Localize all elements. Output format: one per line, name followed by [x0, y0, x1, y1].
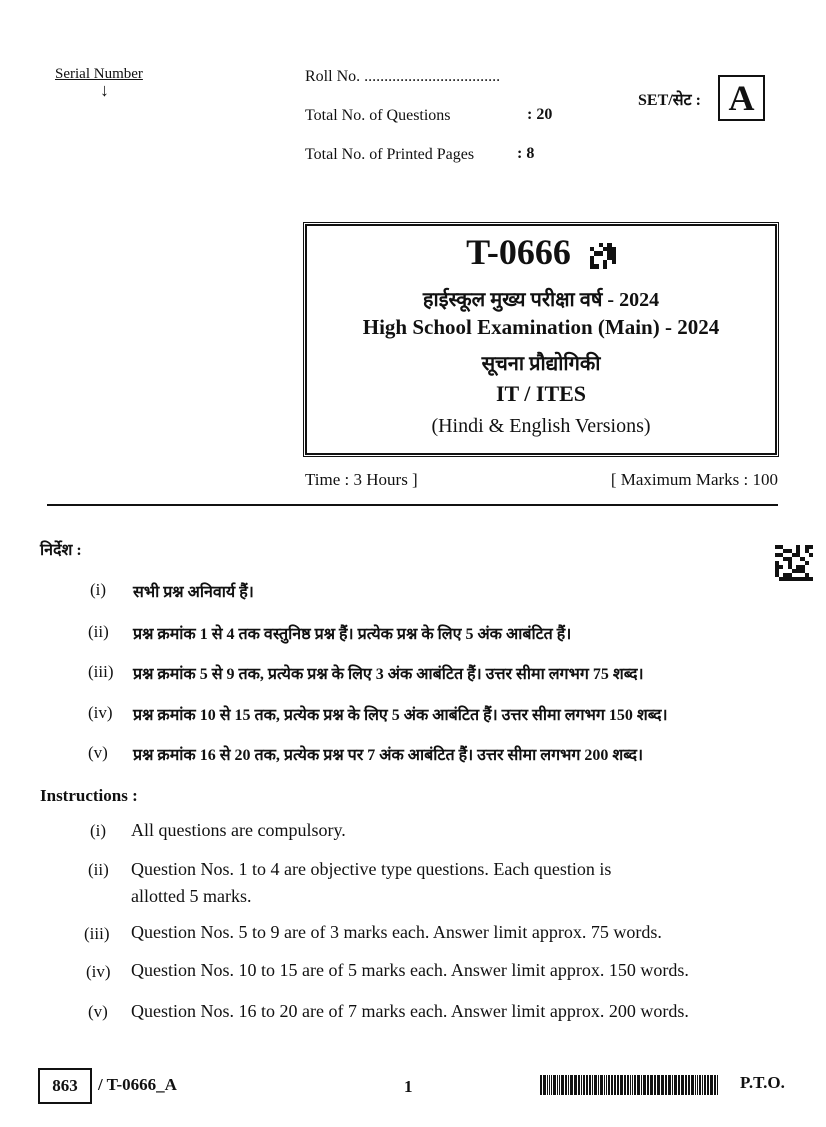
paper-code-title [306, 231, 776, 273]
list-item: Question Nos. 16 to 20 are of 7 marks each. Answer limit approx. 200 words. [131, 1001, 689, 1021]
barcode-bar [557, 1075, 558, 1095]
list-item: All questions are compulsory. [131, 820, 346, 840]
barcode-bar [654, 1075, 656, 1095]
barcode-bar [643, 1075, 646, 1095]
barcode-bar [559, 1075, 560, 1095]
barcode-bar [553, 1075, 556, 1095]
exam-title-english: High School Examination (Main) - 2024 [362, 315, 720, 339]
page-number: 1 [404, 1077, 413, 1096]
barcode-icon [540, 1075, 718, 1095]
list-item: Question Nos. 5 to 9 are of 3 marks each. Answer limit approx. 75 words. [131, 922, 662, 942]
barcode-bar [627, 1075, 630, 1095]
barcode-bar [598, 1075, 599, 1095]
barcode-bar [695, 1075, 696, 1095]
english-instructions-heading: Instructions : [40, 786, 138, 805]
set-label: SET/सेट : [638, 92, 701, 109]
barcode-bar [674, 1075, 677, 1095]
list-item-number: (iii) [88, 662, 114, 681]
down-arrow-icon: ↓ [100, 80, 109, 100]
barcode-bar [637, 1075, 640, 1095]
footer-paper-code: / T-0666_A [98, 1075, 177, 1094]
list-item: प्रश्न क्रमांक 16 से 20 तक, प्रत्येक प्रश्न पर 7 अंक आबंटित हैं। उत्तर सीमा लगभग 200 शब्द। [133, 747, 644, 764]
barcode-bar [688, 1075, 690, 1095]
list-item-number: (v) [88, 1002, 108, 1021]
max-marks-label: [ Maximum Marks : 100 [610, 470, 778, 489]
printed-pages-value: : 8 [517, 145, 535, 162]
divider-line [47, 504, 778, 506]
barcode-bar [681, 1075, 684, 1095]
list-item: Question Nos. 10 to 15 are of 5 marks each. Answer limit approx. 150 words. [131, 960, 689, 980]
printed-pages-label: Total No. of Printed Pages [305, 146, 475, 163]
barcode-bar [547, 1075, 548, 1095]
barcode-bar [650, 1075, 653, 1095]
title-box [303, 222, 779, 457]
exam-title-hindi: हाईस्कूल मुख्य परीक्षा वर्ष - 2024 [422, 289, 660, 311]
barcode-bar [581, 1075, 582, 1095]
list-item-number: (v) [88, 743, 108, 762]
barcode-bar [685, 1075, 687, 1095]
barcode-bar [691, 1075, 694, 1095]
barcode-bar [665, 1075, 667, 1095]
barcode-bar [606, 1075, 607, 1095]
barcode-bar [717, 1075, 718, 1095]
total-questions-value: : 20 [527, 106, 553, 123]
subject-hindi: सूचना प्रौद्योगिकी [481, 353, 601, 375]
barcode-bar [697, 1075, 698, 1095]
barcode-bar [540, 1075, 542, 1095]
barcode-bar [632, 1075, 633, 1095]
list-item-number: (iii) [84, 924, 110, 943]
list-item: सभी प्रश्न अनिवार्य हैं। [133, 584, 254, 601]
pto-label: P.T.O. [740, 1073, 785, 1092]
footer-number-box: 863 [38, 1068, 92, 1104]
list-item-number: (iv) [88, 703, 113, 722]
barcode-bar [604, 1075, 605, 1095]
barcode-bar [620, 1075, 623, 1095]
time-label: Time : 3 Hours ] [305, 470, 418, 489]
list-item: प्रश्न क्रमांक 10 से 15 तक, प्रत्येक प्रश्न के लिए 5 अंक आबंटित हैं। उत्तर सीमा लगभग 150 शब्द। [133, 707, 668, 724]
barcode-bar [574, 1075, 577, 1095]
barcode-bar [565, 1075, 567, 1095]
barcode-bar [586, 1075, 588, 1095]
list-item-number: (i) [90, 821, 107, 840]
barcode-bar [699, 1075, 701, 1095]
barcode-bar [570, 1075, 573, 1095]
versions-note: (Hindi & English Versions) [431, 415, 651, 437]
barcode-bar [714, 1075, 716, 1095]
barcode-bar [641, 1075, 642, 1095]
barcode-bar [634, 1075, 636, 1095]
barcode-bar [600, 1075, 603, 1095]
list-item-number: (ii) [88, 622, 109, 641]
serial-number-label: Serial Number [55, 66, 143, 82]
barcode-bar [672, 1075, 673, 1095]
qr-code-icon [775, 545, 813, 581]
barcode-bar [594, 1075, 597, 1095]
barcode-bar [611, 1075, 613, 1095]
code-module [809, 577, 813, 581]
list-item-continuation: allotted 5 marks. [131, 886, 252, 906]
paper-code: T-0666 [466, 232, 571, 272]
barcode-bar [617, 1075, 619, 1095]
subject-english: IT / ITES [495, 381, 587, 406]
barcode-bar [561, 1075, 564, 1095]
barcode-bar [657, 1075, 660, 1095]
barcode-bar [578, 1075, 580, 1095]
datamatrix-code-icon [590, 243, 616, 269]
list-item-number: (ii) [88, 860, 109, 879]
total-questions-label: Total No. of Questions [305, 107, 451, 124]
barcode-bar [543, 1075, 546, 1095]
barcode-bar [702, 1075, 703, 1095]
code-module [612, 264, 616, 268]
roll-no-field: Roll No. .................................. [305, 68, 501, 85]
set-value-box: A [718, 75, 765, 121]
barcode-bar [707, 1075, 709, 1095]
barcode-bar [647, 1075, 649, 1095]
barcode-bar [614, 1075, 616, 1095]
list-item: प्रश्न क्रमांक 5 से 9 तक, प्रत्येक प्रश्न के लिए 3 अंक आबंटित हैं। उत्तर सीमा लगभग 75 शब्द। [133, 666, 644, 683]
list-item: Question Nos. 1 to 4 are objective type questions. Each question is [131, 859, 612, 879]
hindi-instructions-heading: निर्देश : [40, 542, 82, 559]
barcode-bar [624, 1075, 626, 1095]
list-item: प्रश्न क्रमांक 1 से 4 तक वस्तुनिष्ठ प्रश्न हैं। प्रत्येक प्रश्न के लिए 5 अंक आबंटित हैं। [133, 626, 572, 643]
barcode-bar [549, 1075, 550, 1095]
barcode-bar [592, 1075, 593, 1095]
list-item-number: (iv) [86, 962, 111, 981]
barcode-bar [551, 1075, 552, 1095]
barcode-bar [678, 1075, 681, 1095]
barcode-bar [568, 1075, 570, 1095]
barcode-bar [668, 1075, 671, 1095]
barcode-bar [589, 1075, 591, 1095]
barcode-bar [630, 1075, 631, 1095]
list-item-number: (i) [90, 580, 107, 599]
barcode-bar [661, 1075, 664, 1095]
barcode-bar [583, 1075, 585, 1095]
barcode-bar [704, 1075, 706, 1095]
barcode-bar [710, 1075, 713, 1095]
barcode-bar [608, 1075, 610, 1095]
